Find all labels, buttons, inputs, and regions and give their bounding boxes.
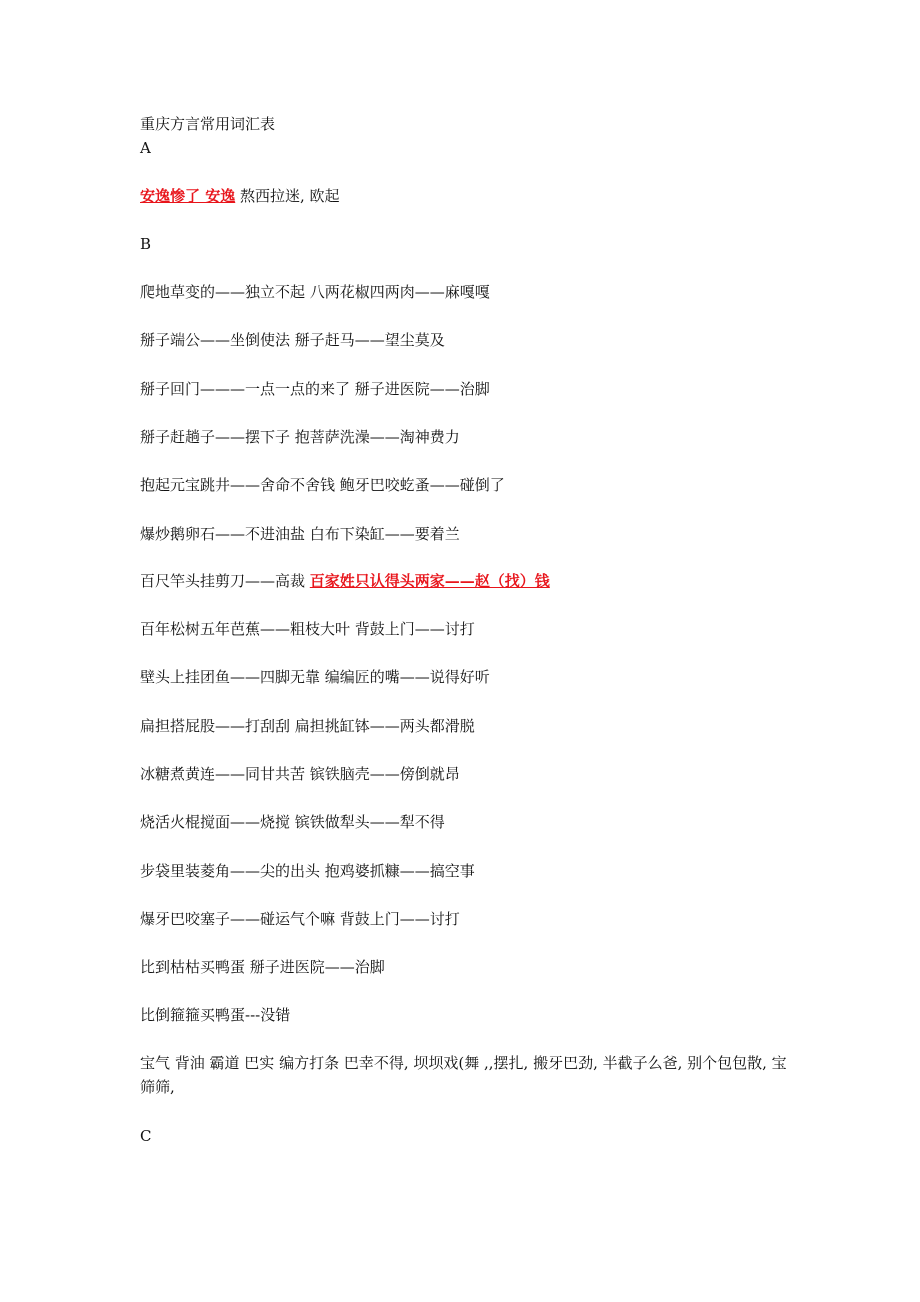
section-b-line: 掰子赶趟子——摆下子 抱菩萨洗澡——淘神费力 [140, 427, 460, 446]
section-b-line: 掰子回门———一点一点的来了 掰子进医院——治脚 [140, 379, 490, 398]
section-b-line: 比倒箍箍买鸭蛋---没错 [140, 1006, 291, 1025]
section-heading-b: B [140, 235, 152, 253]
phrase-text: 熬西拉迷, 欧起 [235, 187, 340, 205]
section-b-line: 壁头上挂团鱼——四脚无靠 编编匠的嘴——说得好听 [140, 668, 490, 687]
section-b-line: 烧活火棍搅面——烧搅 镔铁做犁头——犁不得 [140, 813, 445, 832]
phrase-text: 百尺竿头挂剪刀——高裁 [140, 572, 310, 590]
section-b-line: 比到枯枯买鸭蛋 掰子进医院——治脚 [140, 958, 385, 977]
section-b-line: 抱起元宝跳井——舍命不舍钱 鲍牙巴咬虼蚤——碰倒了 [140, 476, 505, 495]
section-b-line: 掰子端公——坐倒使法 掰子赶马——望尘莫及 [140, 331, 445, 350]
section-b-line: 步袋里装菱角——尖的出头 抱鸡婆抓糠——搞空事 [140, 861, 475, 880]
section-b-line: 百年松树五年芭蕉——粗枝大叶 背鼓上门——讨打 [140, 620, 475, 638]
document-title: 重庆方言常用词汇表 [140, 115, 276, 133]
highlighted-phrase: 百家姓只认得头两家——赵（找）钱 [309, 572, 550, 590]
section-b-line: 爬地草变的——独立不起 八两花椒四两肉——麻嘎嘎 [140, 283, 490, 301]
section-b-line: 爆炒鹅卵石——不进油盐 白布下染缸——要着兰 [140, 524, 460, 543]
section-b-line [140, 569, 550, 593]
section-b-words: 宝气 背油 霸道 巴实 编方打条 巴幸不得, 坝坝戏(舞 ,,摆扎, 搬牙巴劲, 半截子么爸, 别个包包散, 宝筛筛, [140, 1054, 787, 1096]
section-b-line: 扁担搭屁股——打刮刮 扁担挑缸钵——两头都滑脱 [140, 716, 475, 735]
section-a-line [140, 184, 340, 208]
highlighted-phrase: 安逸惨了 安逸 [140, 187, 236, 205]
section-b-line: 冰糖煮黄连——同甘共苦 镔铁脑壳——傍倒就昂 [140, 764, 460, 783]
section-b-line: 爆牙巴咬塞子——碰运气个嘛 背鼓上门——讨打 [140, 909, 460, 928]
section-heading-c: C [140, 1127, 152, 1145]
section-heading-a: A [140, 139, 151, 157]
